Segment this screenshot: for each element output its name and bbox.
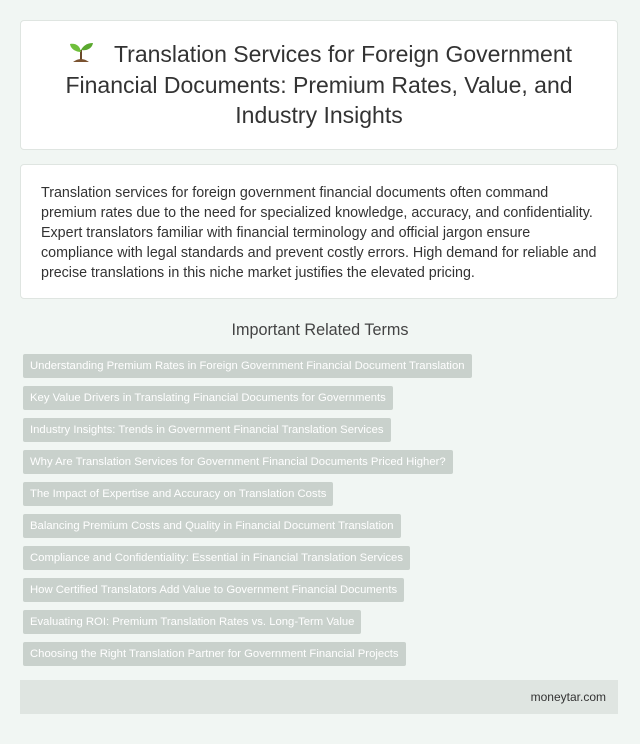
- related-term-tag[interactable]: Industry Insights: Trends in Government Financial Translation Services: [23, 418, 391, 442]
- related-terms-list: [23, 354, 623, 674]
- page-title-text: Translation Services for Foreign Government Financial Documents: Premium Rates, Value, and Industry Insights: [65, 41, 573, 129]
- footer-site-link[interactable]: moneytar.com: [530, 690, 606, 704]
- title-card: [20, 20, 618, 150]
- page-title: [57, 39, 581, 131]
- related-term-tag[interactable]: How Certified Translators Add Value to Government Financial Documents: [23, 578, 404, 602]
- related-term-tag[interactable]: The Impact of Expertise and Accuracy on Translation Costs: [23, 482, 333, 506]
- footer: [20, 680, 618, 714]
- intro-card: [20, 164, 618, 299]
- related-term-tag[interactable]: Evaluating ROI: Premium Translation Rates vs. Long-Term Value: [23, 610, 361, 634]
- intro-paragraph: Translation services for foreign government financial documents often command premium rates due to the need for specialized knowledge, accuracy, and confidentiality. Expert translators familiar with financial terminology and official jargon ensure compliance with legal standards and prevent costly errors. High demand for reliable and precise translations in this niche market justifies the elevated pricing.: [41, 185, 597, 281]
- related-term-tag[interactable]: Choosing the Right Translation Partner for Government Financial Projects: [23, 642, 406, 666]
- related-term-tag[interactable]: Balancing Premium Costs and Quality in Financial Document Translation: [23, 514, 401, 538]
- related-term-tag[interactable]: Compliance and Confidentiality: Essential in Financial Translation Services: [23, 546, 410, 570]
- related-terms-heading: Important Related Terms: [231, 321, 409, 339]
- related-term-tag[interactable]: Understanding Premium Rates in Foreign Government Financial Document Translation: [23, 354, 472, 378]
- sprout-icon: [66, 41, 96, 63]
- related-term-tag[interactable]: Key Value Drivers in Translating Financial Documents for Governments: [23, 386, 393, 410]
- related-term-tag[interactable]: Why Are Translation Services for Government Financial Documents Priced Higher?: [23, 450, 453, 474]
